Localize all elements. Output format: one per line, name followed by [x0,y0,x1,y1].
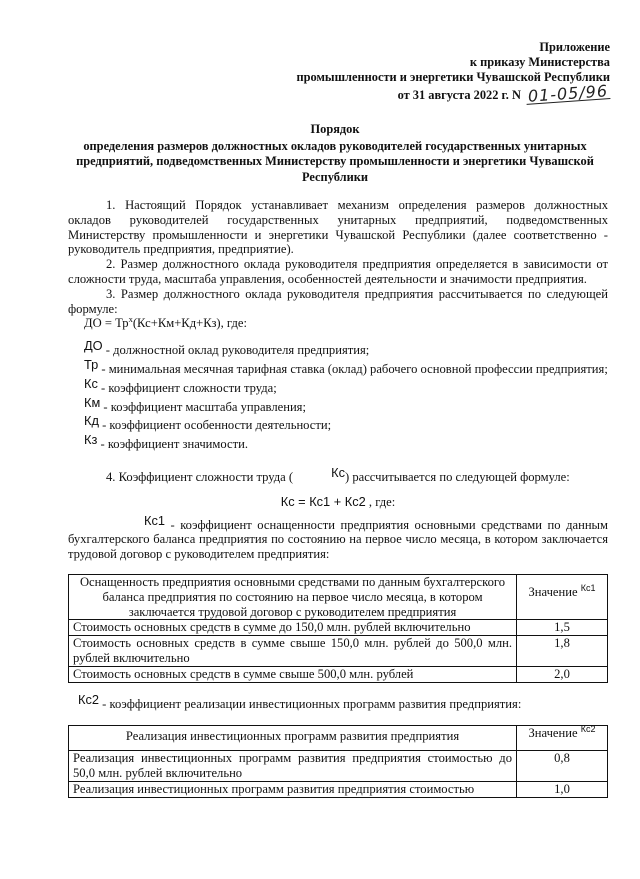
appendix-header [296,40,610,106]
table-row [69,666,608,682]
order-number-handwritten: 01-05/96 [527,80,609,106]
definition-km [68,394,608,415]
definition-kc [68,375,608,396]
symbol-kc: Кс [84,375,98,391]
definition-kz [68,432,608,452]
row-label: Стоимость основных средств в сумме свыше 500,0 млн. рублей [69,666,517,682]
formula-part-1: ДО = Тр [84,316,129,331]
formula-kc-tail: , где: [368,494,396,509]
formula-part-2: (Кс+Км+Кд+Кз), где: [132,316,247,331]
definition-text-kd: - коэффициент особенности деятельности; [102,418,332,433]
row-label: Реализация инвестиционных программ развития предприятия стоимостью [69,781,517,797]
table-header-cell: Оснащенность предприятия основными средствами по данным бухгалтерского баланса предприятия по состоянию на первое число месяца, в котором заключается трудовой договор с руководителем предприятия [69,574,517,619]
formula-kc: Кс = Кс1 + Кс2 [280,493,366,509]
symbol-kc1: Кс1 [144,512,165,528]
symbol-km: Км [84,394,101,410]
row-value: 1,5 [517,620,608,636]
appendix-line-2: к приказу Министерства [469,55,610,70]
row-value: 0,8 [517,751,608,782]
symbol-do: ДО [84,338,103,354]
value-label: Значение [528,584,578,599]
row-value: 1,8 [517,636,608,667]
paragraph-4 [68,464,608,485]
formula-superscript: х [128,314,133,325]
table-row [69,636,608,667]
symbol-kc-inline: Кс [331,464,345,480]
document-title [60,122,610,185]
table-header-value: Значение $^{Кс2}$ [517,726,608,751]
investment-table [68,725,608,797]
table-row [69,751,608,782]
appendix-line-1: Приложение [539,40,610,54]
value-label: Значение [528,726,578,741]
paragraph-2: 2. Размер должностного оклада руководителя предприятия определяется в зависимости от сложности труда, масштаба управления, особенностей деятельности и значимости предприятия. [68,257,608,286]
title-heading: Порядок [310,122,360,136]
definition-text-km: - коэффициент масштаба управления; [103,399,306,414]
order-date: от 31 августа 2022 г. N [397,87,521,102]
definition-text-kz: - коэффициент значимости. [100,437,248,452]
row-label: Стоимость основных средств в сумме до 150,0 млн. рублей включительно [69,620,517,636]
equipment-table [68,574,608,683]
table-header-row [69,574,608,619]
salary-formula [68,316,608,331]
symbol-tr: Тр [84,356,99,372]
table-header-row [69,726,608,751]
definition-tr [68,356,608,377]
row-value: 1,0 [517,781,608,797]
symbol-kz: Кз [84,432,98,448]
complexity-formula [68,495,608,510]
table-header-value: Значение $^{Кс1}$ [517,574,608,619]
kc2-definition [68,691,608,712]
appendix-line-3: промышленности и энергетики Чувашской Республики [296,70,610,85]
definition-do [68,338,608,358]
definition-kd [68,413,608,433]
row-label: Реализация инвестиционных программ развития предприятия стоимостью до 50,0 млн. рублей включительно [69,751,517,782]
document-body [68,198,608,798]
title-subheading: определения размеров должностных окладов руководителей государственных унитарных предприятий, подведомственных Министерству промышленности и энергетики Чувашской Республики [76,139,594,184]
definition-text-kc: - коэффициент сложности труда; [101,380,277,395]
definition-text-do: - должностной оклад руководителя предприятия; [105,343,370,358]
kc1-description: - коэффициент оснащенности предприятия основными средствами по данным бухгалтерского баланса предприятия по состоянию на первое число месяца, в котором заключается трудовой договор с руководителем предприятия: [68,517,608,562]
appendix-line-4 [296,80,610,106]
kc1-definition [68,512,608,562]
table-row [69,620,608,636]
paragraph-4-suffix: ) рассчитывается по следующей формуле: [344,469,570,484]
paragraph-4-prefix: 4. Коэффициент сложности труда ( [106,469,294,484]
definition-text-tr: - минимальная месячная тарифная ставка (оклад) рабочего основной профессии предприятия; [101,361,608,376]
table-header-cell: Реализация инвестиционных программ развития предприятия [69,726,517,751]
paragraph-1: 1. Настоящий Порядок устанавливает механизм определения размеров должностных окладов руководителей государственных унитарных предприятий, подведомственных Министерству промышленности и энергетики Чувашской Республики (далее соответственно - руководитель предприятия, предприятие). [68,198,608,257]
table-row [69,781,608,797]
paragraph-3: 3. Размер должностного оклада руководителя предприятия рассчитывается по следующей формуле: [68,286,608,316]
symbol-kc2: Кс2 [78,691,99,707]
kc2-description: - коэффициент реализации инвестиционных программ развития предприятия: [102,696,522,711]
row-label: Стоимость основных средств в сумме свыше 150,0 млн. рублей до 500,0 млн. рублей включительно [69,636,517,667]
row-value: 2,0 [517,666,608,682]
symbol-kd: Кд [84,413,99,429]
